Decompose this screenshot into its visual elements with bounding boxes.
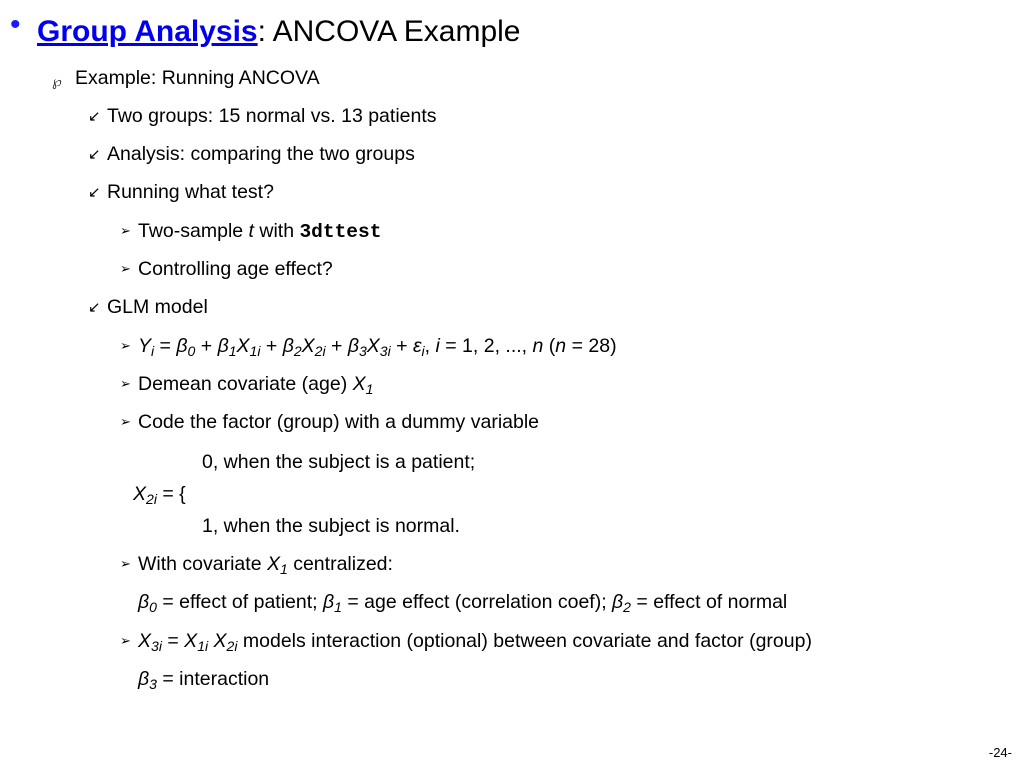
triangle-bullet-icon: ➢ bbox=[120, 633, 131, 648]
age-question-item: Controlling age effect? bbox=[138, 258, 333, 280]
example-heading: Example: Running ANCOVA bbox=[75, 67, 320, 89]
x2i-definition: $X_{2i}$ = { bbox=[133, 483, 186, 508]
analysis-item: Analysis: comparing the two groups bbox=[107, 143, 415, 165]
glm-item: GLM model bbox=[107, 296, 208, 318]
beta3-meaning: $\beta_3$ = interaction bbox=[138, 668, 270, 693]
groups-item: Two groups: 15 normal vs. 13 patients bbox=[107, 105, 437, 127]
arrow-bullet-icon: ↙ bbox=[88, 108, 101, 125]
triangle-bullet-icon: ➢ bbox=[120, 376, 131, 391]
triangle-bullet-icon: ➢ bbox=[120, 414, 131, 429]
beta-meanings: $\beta_0$ = effect of patient; $\beta_1$ = age effect (correlation coef); $\beta_2$ = effect of normal bbox=[138, 591, 788, 616]
dummy-code-item: Code the factor (group) with a dummy variable bbox=[138, 411, 540, 433]
triangle-bullet-icon: ➢ bbox=[120, 223, 131, 238]
test-question-item: Running what test? bbox=[107, 181, 274, 203]
group-analysis-link[interactable]: Group Analysis bbox=[37, 15, 258, 48]
arrow-bullet-icon: ↙ bbox=[88, 299, 101, 316]
command-name: 3dttest bbox=[299, 221, 382, 243]
triangle-bullet-icon: ➢ bbox=[120, 338, 131, 353]
bullet-p-icon: ℘ bbox=[52, 73, 62, 89]
page-number: -24- bbox=[988, 745, 1012, 760]
triangle-bullet-icon: ➢ bbox=[120, 261, 131, 276]
glm-equation: $Y_i = \beta_0 + \beta_1X_{1i} + \beta_2X_{2i} + \beta_3X_{3i} + \varepsilon_i$, i = 1, 2, ..., n (n = 28) bbox=[138, 335, 617, 360]
title-bullet-icon: • bbox=[10, 8, 21, 41]
case-normal: 1, when the subject is normal. bbox=[202, 515, 460, 537]
arrow-bullet-icon: ↙ bbox=[88, 146, 101, 163]
triangle-bullet-icon: ➢ bbox=[120, 556, 131, 571]
interaction-item: $X_{3i} = X_{1i}$ $X_{2i}$ models interaction (optional) between covariate and factor (group) bbox=[138, 630, 812, 655]
arrow-bullet-icon: ↙ bbox=[88, 184, 101, 201]
two-sample-item: Two-sample t with 3dttest bbox=[138, 220, 382, 243]
case-patient: 0, when the subject is a patient; bbox=[202, 451, 476, 473]
title-rest: : ANCOVA Example bbox=[257, 15, 521, 48]
demean-item: Demean covariate (age) $X_1$ bbox=[138, 373, 374, 398]
with-covariate-item: With covariate $X_1$ centralized: bbox=[138, 553, 393, 578]
slide-title bbox=[37, 14, 521, 50]
